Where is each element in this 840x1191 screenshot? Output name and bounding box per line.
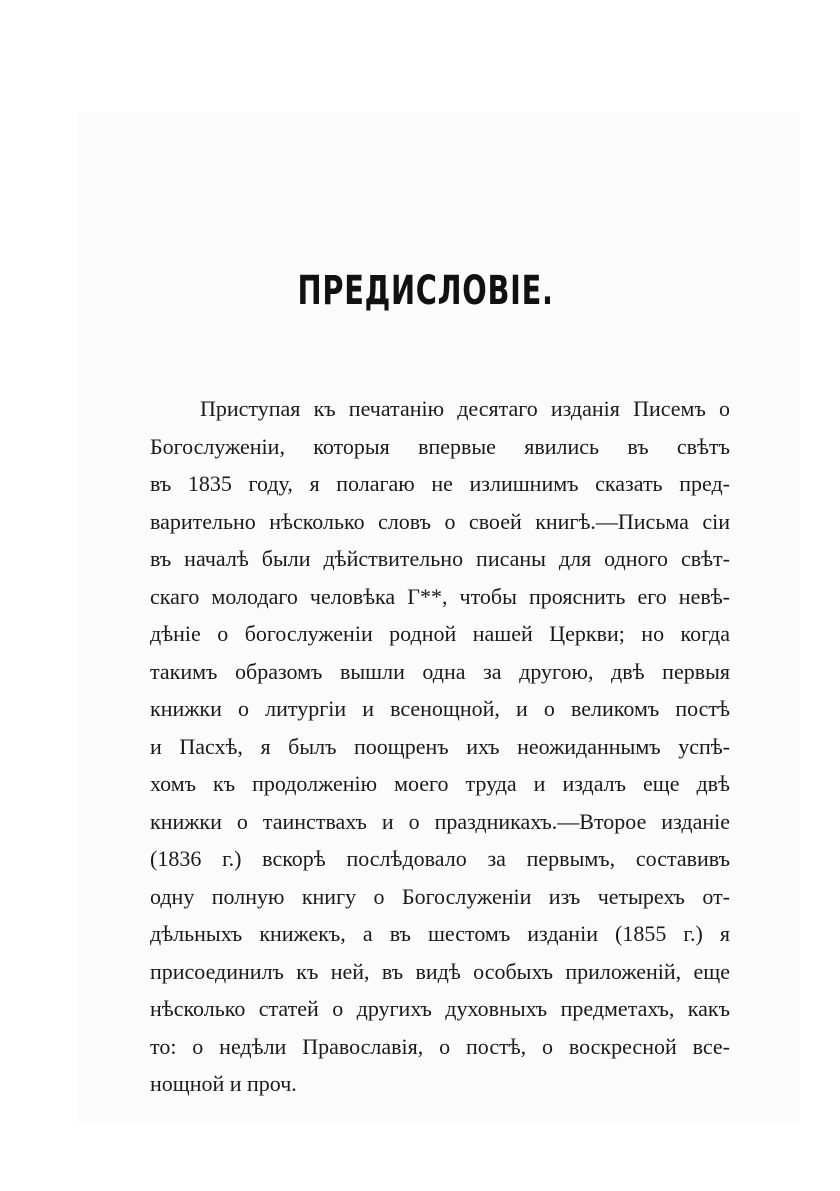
text-line: въ 1835 году, я полагаю не излишнимъ сказать пред- xyxy=(150,471,730,496)
preface-text xyxy=(150,390,730,1103)
text-line: то: о недѣли Православія, о постѣ, о воскресной все- xyxy=(150,1033,730,1059)
text-line: присоединилъ къ ней, въ видѣ особыхъ приложеній, еще xyxy=(150,958,730,984)
text-line: книжки о таинствахъ и о праздникахъ.—Второе изданіе xyxy=(150,808,730,834)
text-line: (1836 г.) вскорѣ послѣдовало за первымъ, составивъ xyxy=(150,846,730,871)
text-line: одну полную книгу о Богослуженіи изъ четырехъ от- xyxy=(150,883,730,909)
text-line: такимъ образомъ вышли одна за другою, двѣ первыя xyxy=(150,658,730,684)
text-line: варительно нѣсколько словъ о своей книгѣ.—Письма сіи xyxy=(150,508,730,534)
text-line: скаго молодаго человѣка Г**, чтобы прояснить его невѣ- xyxy=(150,583,730,609)
page-title: ПРЕДИСЛОВІЕ. xyxy=(297,268,554,314)
text-line: и Пасхѣ, я былъ поощренъ ихъ неожиданнымъ успѣ- xyxy=(150,733,730,759)
text-line: нощной и проч. xyxy=(150,1071,297,1096)
text-line: въ началѣ были дѣйствительно писаны для одного свѣт- xyxy=(150,546,730,571)
text-line: дѣніе о богослуженіи родной нашей Церкви; но когда xyxy=(150,621,730,646)
text-line: хомъ къ продолженію моего труда и издалъ еще двѣ xyxy=(150,771,730,796)
text-line: нѣсколько статей о другихъ духовныхъ предметахъ, какъ xyxy=(150,996,730,1021)
text-line: Приступая къ печатанію десятаго изданія Писемъ о xyxy=(200,396,730,421)
text-line: Богослуженіи, которыя впервые явились въ свѣтъ xyxy=(150,433,730,459)
text-line: дѣльныхъ книжекъ, а въ шестомъ изданіи (1855 г.) я xyxy=(150,921,730,946)
text-line: книжки о литургіи и всенощной, и о великомъ постѣ xyxy=(150,696,730,721)
